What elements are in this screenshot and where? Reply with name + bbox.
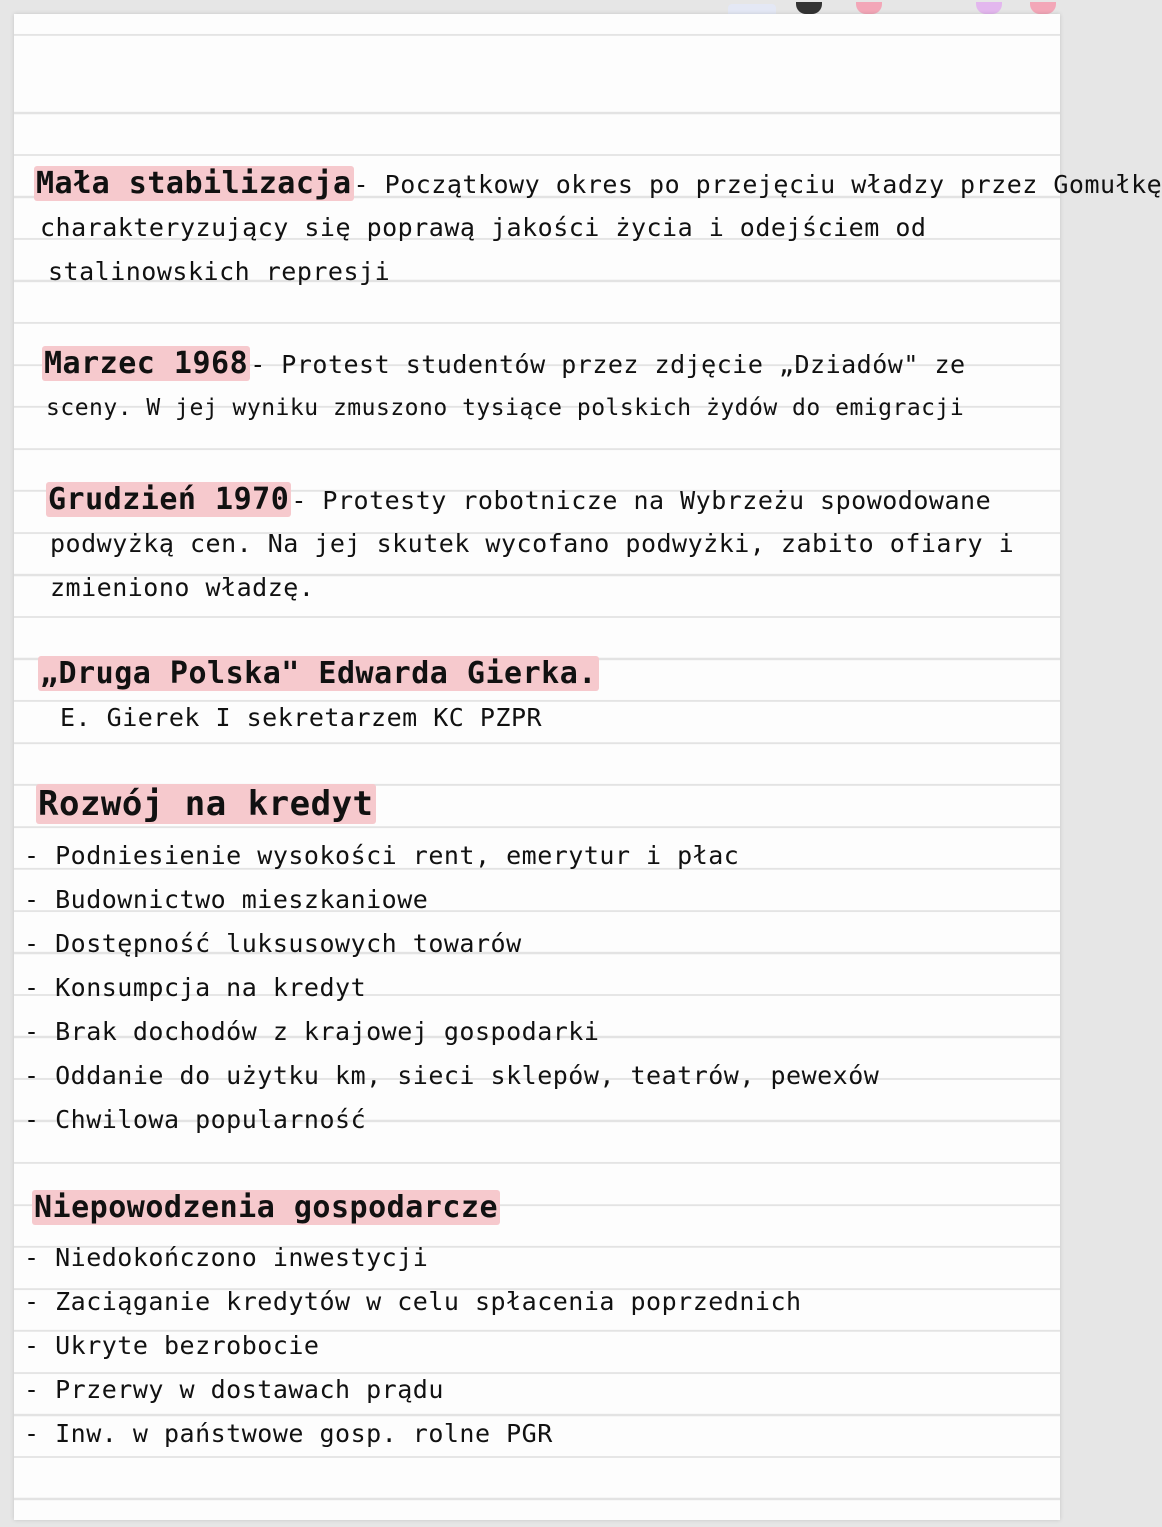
- list-item: - Budownictwo mieszkaniowe: [24, 885, 429, 914]
- section-text: - Protest studentów przez zdjęcie „Dziadów" ze: [250, 350, 966, 379]
- section-title: Marzec 1968: [44, 346, 249, 381]
- section-rozwoj-na-kredyt: [36, 784, 376, 824]
- list-item: - Konsumpcja na kredyt: [24, 973, 367, 1002]
- list-item: - Dostępność luksusowych towarów: [24, 929, 522, 958]
- section-text: stalinowskich represji: [48, 257, 391, 286]
- color-tab-pink[interactable]: [856, 2, 882, 14]
- section-title: Rozwój na kredyt: [38, 784, 374, 824]
- section-title: „Druga Polska" Edwarda Gierka.: [40, 656, 597, 691]
- section-text: E. Gierek I sekretarzem KC PZPR: [60, 703, 543, 732]
- section-niepowodzenia: [32, 1188, 500, 1228]
- color-tab-dark[interactable]: [796, 2, 822, 14]
- list-item: - Oddanie do użytku km, sieci sklepów, teatrów, pewexów: [24, 1061, 880, 1090]
- section-text: sceny. W jej wyniku zmuszono tysiące polskich żydów do emigracji: [46, 395, 965, 421]
- section-mala-stabilizacja: [34, 164, 1162, 205]
- section-title: Grudzień 1970: [48, 482, 290, 517]
- list-item: - Inw. w państwowe gosp. rolne PGR: [24, 1419, 553, 1448]
- section-text: - Protesty robotnicze na Wybrzeżu spowodowane: [291, 486, 992, 515]
- section-marzec-1968: [42, 344, 966, 385]
- section-grudzien-1970: [46, 480, 991, 521]
- section-text: podwyżką cen. Na jej skutek wycofano podwyżki, zabito ofiary i: [50, 529, 1015, 558]
- color-tab-purple[interactable]: [976, 2, 1002, 14]
- section-druga-polska: [38, 654, 599, 694]
- list-item: - Brak dochodów z krajowej gospodarki: [24, 1017, 600, 1046]
- list-item: - Chwilowa popularność: [24, 1105, 367, 1134]
- section-text: charakteryzujący się poprawą jakości życia i odejściem od: [40, 213, 927, 242]
- color-tab-pink-2[interactable]: [1030, 2, 1056, 14]
- section-text: zmieniono władzę.: [50, 573, 315, 602]
- section-text: - Początkowy okres po przejęciu władzy przez Gomułkę: [353, 170, 1162, 199]
- list-item: - Zaciąganie kredytów w celu spłacenia poprzednich: [24, 1287, 802, 1316]
- section-title: Mała stabilizacja: [36, 166, 352, 201]
- list-item: - Ukryte bezrobocie: [24, 1331, 320, 1360]
- notebook-page: [14, 14, 1162, 1520]
- section-title: Niepowodzenia gospodarcze: [34, 1190, 499, 1225]
- list-item: - Przerwy w dostawach prądu: [24, 1375, 444, 1404]
- list-item: - Niedokończono inwestycji: [24, 1243, 429, 1272]
- list-item: - Podniesienie wysokości rent, emerytur i płac: [24, 841, 740, 870]
